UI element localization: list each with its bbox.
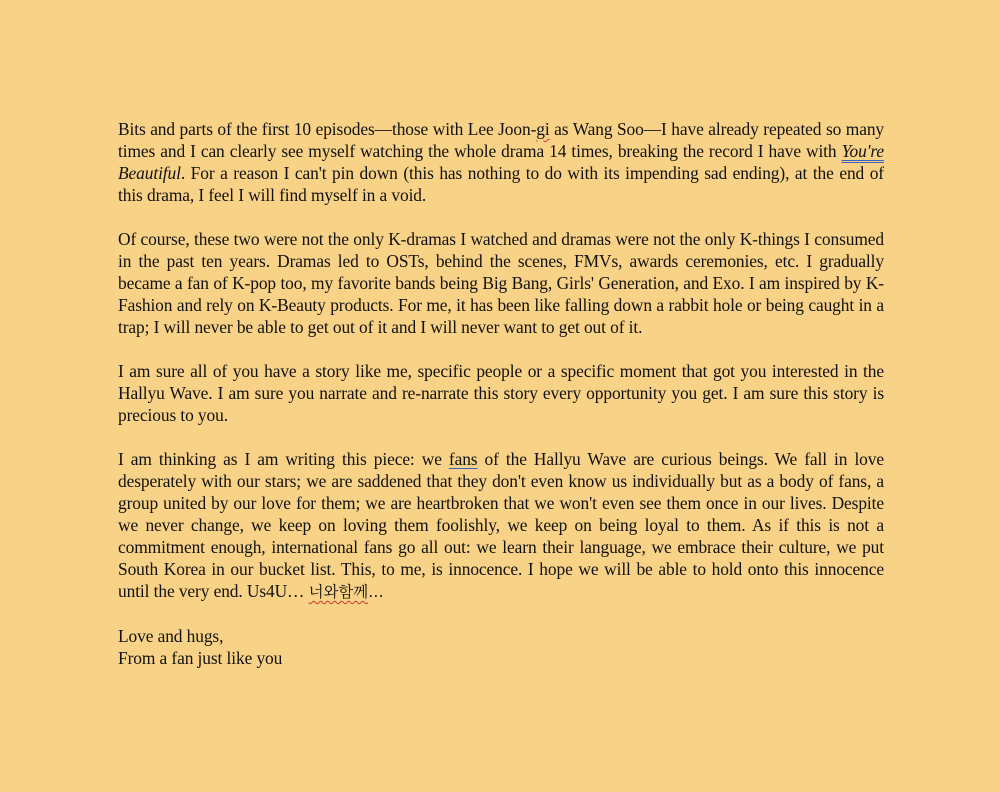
closing-signoff [118, 625, 884, 669]
korean-ellipsis: … [368, 583, 384, 601]
closing-line-1: Love and hugs, [118, 626, 224, 646]
paragraph-1 [118, 118, 884, 206]
drama-title-youre: You're [841, 141, 884, 161]
paragraph-1-text-a: Bits and parts of the first 10 episodes—those with Lee Joon- [118, 119, 537, 139]
paragraph-1-text-c: . For a reason I can't pin down (this has nothing to do with its impending sad ending), at the end of this drama, I feel I will find myself in a void. [118, 163, 884, 205]
paragraph-3: I am sure all of you have a story like me, specific people or a specific moment that got you interested in the Hallyu Wave. I am sure you narrate and re-narrate this story every opportunity you get. I am sure this story is precious to you. [118, 361, 884, 425]
grammar-word-fans: fans [448, 449, 478, 469]
paragraph-4-text-b: of the Hallyu Wave are curious beings. We fall in love desperately with our stars; we are saddened that they don't even know us individually but as a body of fans, a group united by our love for them; we are heartbroken that we won't even see them once in our lives. Despite we never change, we keep on loving them foolishly, we keep on being loyal to them. As if this is not a commitment enough, international fans go all out: we learn their language, we embrace their culture, we put South Korea in our bucket list. This, to me, is innocence. I hope we will be able to hold onto this innocence until the very end. Us4U… [118, 449, 884, 601]
closing-line-2: From a fan just like you [118, 648, 283, 668]
spellcheck-word-gi: gi [536, 119, 550, 139]
paragraph-2: Of course, these two were not the only K-dramas I watched and dramas were not the only K-things I consumed in the past ten years. Dramas led to OSTs, behind the scenes, FMVs, awards ceremonies, etc. I gradually became a fan of K-pop too, my favorite bands being Big Bang, Girls' Generation, and Exo. I am inspired by K-Fashion and rely on K-Beauty products. For me, it has been like falling down a rabbit hole or being caught in a trap; I will never be able to get out of it and I will never want to get out of it. [118, 229, 884, 337]
paragraph-1-text-b: as Wang Soo—I have already repeated so many times and I can clearly see myself watching the whole drama 14 times, breaking the record I have with [118, 119, 885, 161]
drama-title-beautiful: Beautiful [118, 163, 181, 183]
paragraph-4-text-a: I am thinking as I am writing this piece: we [118, 449, 449, 469]
paragraph-4 [118, 448, 884, 603]
korean-phrase: 너와함께 [308, 583, 369, 601]
